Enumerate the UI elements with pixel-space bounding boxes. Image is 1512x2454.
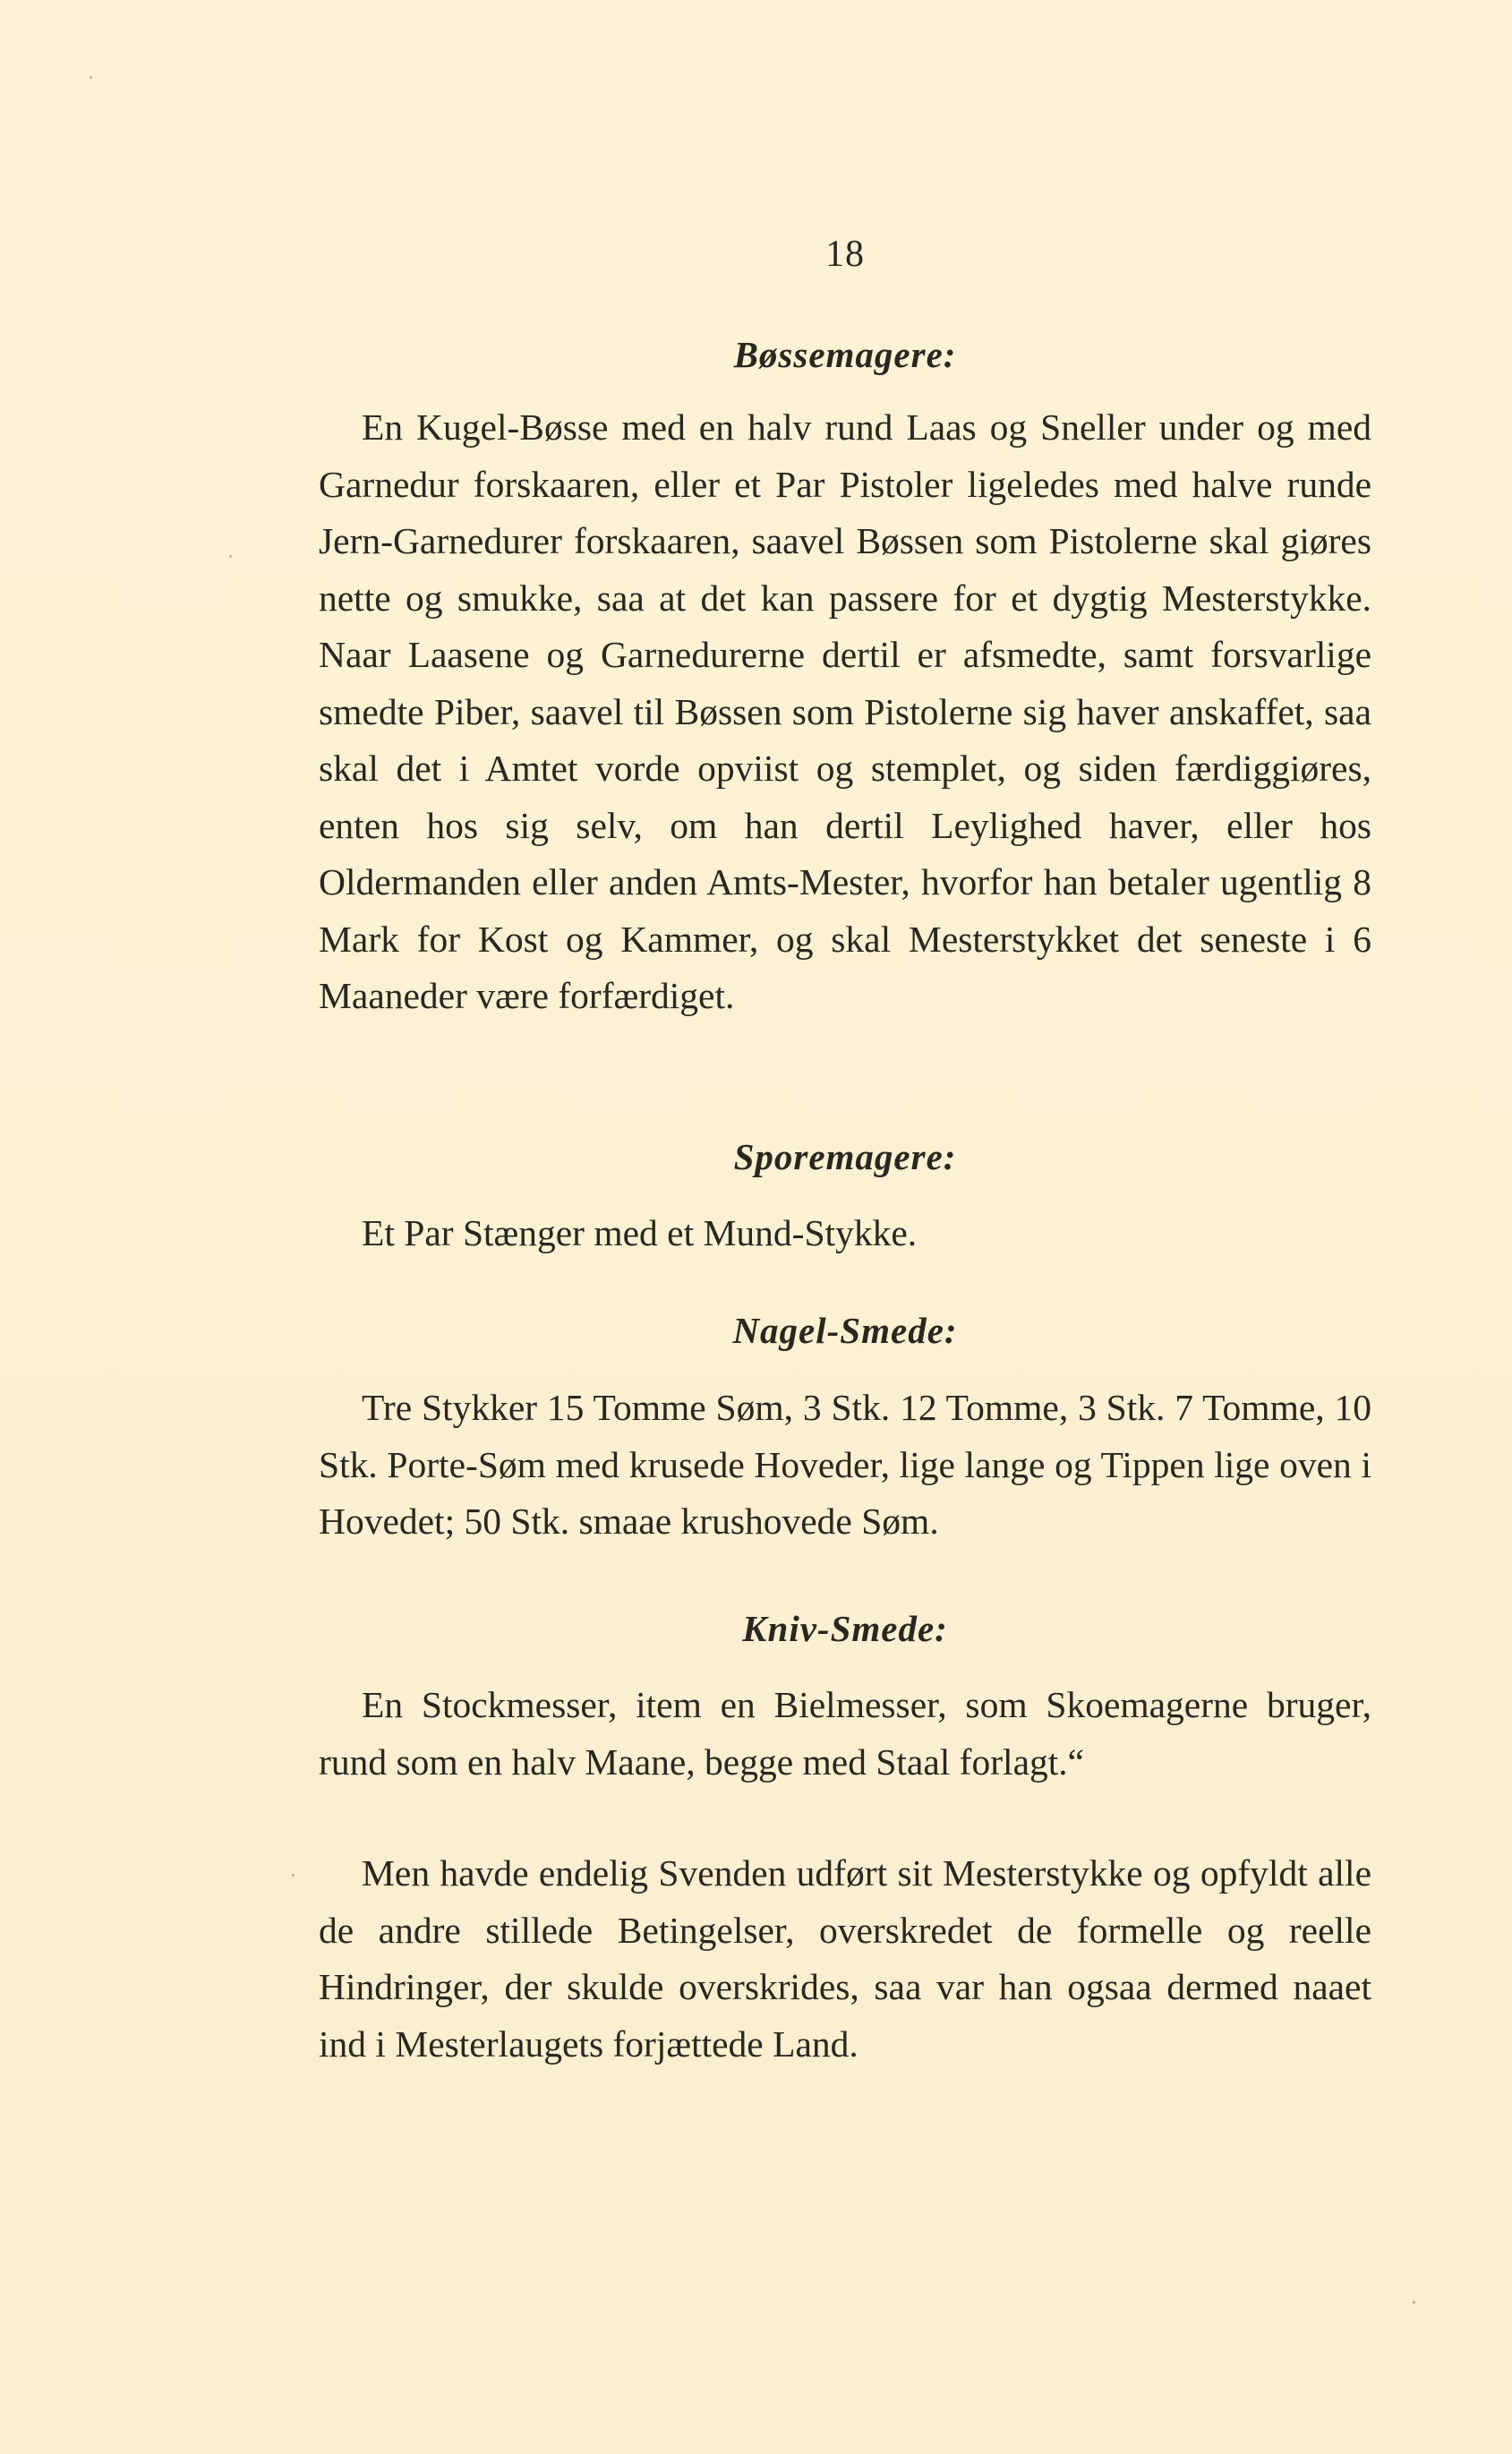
- section-paragraph: En Kugel-Bøsse med en halv rund Laas og Sneller under og med Garnedur forskaaren, eller et Par Pistoler ligeledes med halve runde Jern-Garnedurer forskaaren, saavel Bøssen som Pistolerne skal giøres nette og smukke, saa at det kan passere for et dygtig Mesterstykke. Naar Laasene og Garnedurerne dertil er afsmedte, samt forsvarlige smedte Piber, saavel til Bøssen som Pistolerne sig haver anskaffet, saa skal det i Amtet vorde opviist og stemplet, og siden færdiggiøres, enten hos sig selv, om han dertil Leylighed haver, eller hos Oldermanden eller anden Amts-Mester, hvorfor han betaler ugentlig 8 Mark for Kost og Kammer, og skal Mesterstykket det seneste i 6 Maaneder være forfærdiget.: [319, 406, 1371, 1016]
- page-number: 18: [825, 234, 865, 275]
- section-paragraph: Tre Stykker 15 Tomme Søm, 3 Stk. 12 Tomme, 3 Stk. 7 Tomme, 10 Stk. Porte-Søm med krusede Hoveder, lige lange og Tippen lige oven i Hovedet; 50 Stk. smaae krushovede Søm.: [319, 1387, 1371, 1542]
- section-heading: Nagel-Smede:: [732, 1310, 958, 1351]
- section-nagel-smede: [319, 1309, 1371, 1352]
- section-nagel-smede-body: [319, 1380, 1371, 1551]
- section-bossemagere-body: [319, 399, 1371, 1025]
- paper-speck: [1413, 2301, 1415, 2304]
- section-paragraph: Et Par Stænger med et Mund-Stykke.: [362, 1212, 918, 1253]
- closing-paragraph: Men havde endelig Svenden udført sit Mesterstykke og opfyldt alle de andre stillede Betingelser, overskredet de formelle og reelle Hindringer, der skulde overskrides, saa var han ogsaa dermed naaet ind i Mesterlaugets forjættede Land.: [319, 1852, 1371, 2065]
- section-heading: Bøssemagere:: [733, 334, 957, 375]
- section-sporemagere-body: [319, 1205, 1371, 1262]
- section-sporemagere: [319, 1135, 1371, 1178]
- section-bossemagere: [319, 333, 1371, 376]
- section-paragraph: En Stockmesser, item en Bielmesser, som Skoemagerne bruger, rund som en halv Maane, begge med Staal forlagt.“: [319, 1684, 1371, 1783]
- paper-speck: [292, 1874, 295, 1877]
- paper-speck: [90, 76, 92, 79]
- paper-speck: [229, 555, 232, 558]
- section-heading: Kniv-Smede:: [742, 1608, 948, 1649]
- section-heading: Sporemagere:: [733, 1136, 957, 1177]
- section-kniv-smede: [319, 1607, 1371, 1650]
- section-kniv-smede-body: [319, 1677, 1371, 1791]
- closing-block: [319, 1845, 1371, 2073]
